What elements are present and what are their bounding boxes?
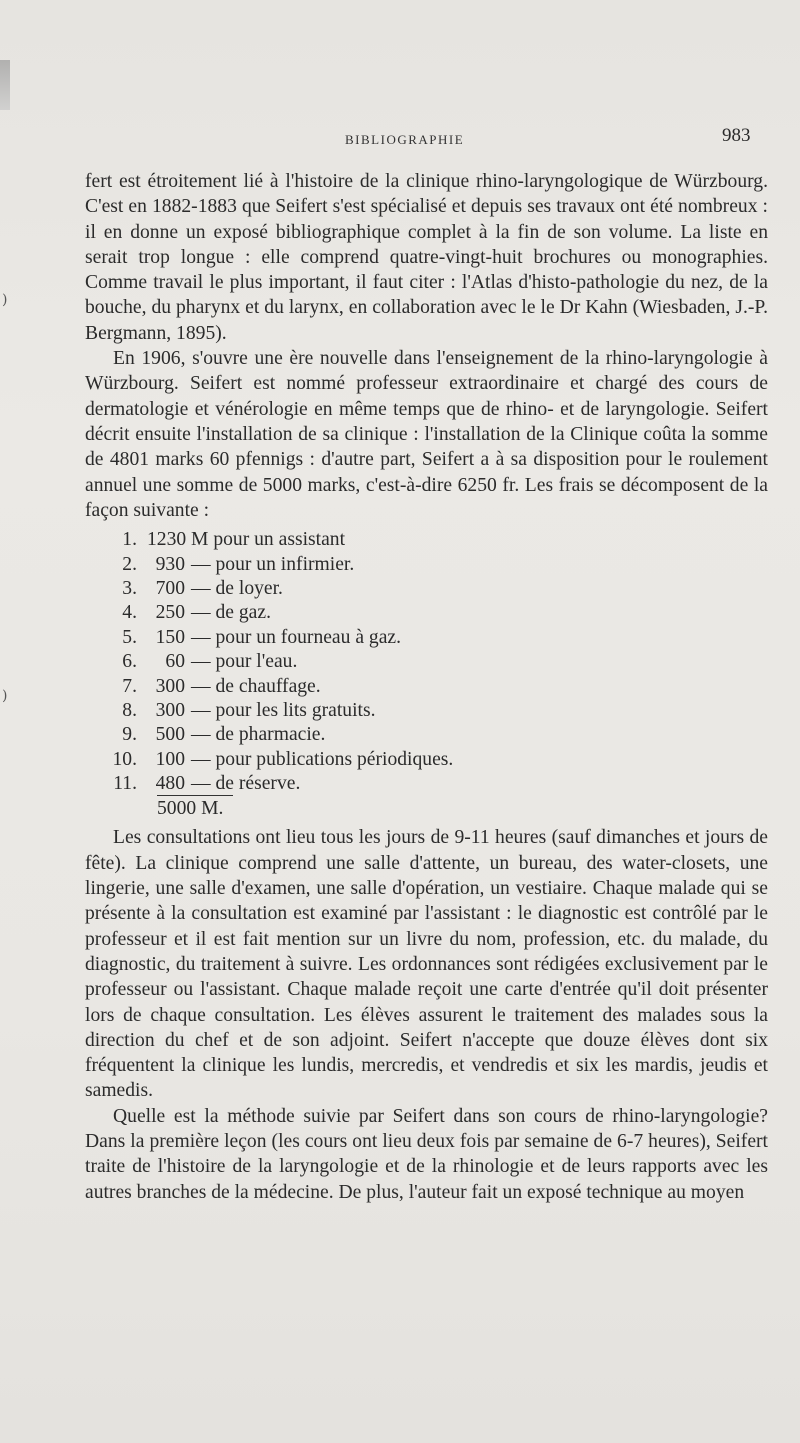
item-number: 8. xyxy=(122,699,137,721)
list-item xyxy=(85,527,768,551)
item-number: 6. xyxy=(122,651,137,673)
page-number: 983 xyxy=(722,125,751,146)
list-item xyxy=(85,625,768,649)
item-number: 11. xyxy=(113,773,137,795)
item-amount: 930 xyxy=(155,553,185,575)
item-number: 2. xyxy=(122,553,137,575)
expense-list xyxy=(85,527,768,823)
margin-mark: ) xyxy=(2,292,8,308)
item-amount: 300 xyxy=(155,699,185,721)
list-item xyxy=(85,576,768,600)
item-number: 4. xyxy=(122,602,137,624)
item-number: 10. xyxy=(112,748,137,770)
list-item xyxy=(85,649,768,673)
item-description: — de gaz. xyxy=(191,602,271,624)
item-amount: 480 xyxy=(155,773,185,795)
item-amount: 150 xyxy=(155,626,185,648)
item-description: M pour un assistant xyxy=(191,529,346,551)
list-item xyxy=(85,722,768,746)
item-description: — de loyer. xyxy=(191,577,283,599)
item-description: — de chauffage. xyxy=(191,675,321,697)
list-item xyxy=(85,698,768,722)
item-description: — pour un fourneau à gaz. xyxy=(191,626,402,648)
paragraph: Quelle est la méthode suivie par Seifert dans son cours de rhino-laryngologie? Dans la première leçon (les cours ont lieu deux fois par semaine de 6-7 heures), Seifert traite de l'histoire de la laryngologie et de la rhinologie et de leurs rapports avec les autres branches de la médecine. De plus, l'auteur fait un exposé technique au moyen xyxy=(85,1105,768,1203)
item-amount: 300 xyxy=(155,675,185,697)
item-number: 5. xyxy=(122,626,137,648)
item-number: 1. xyxy=(122,529,137,551)
item-number: 7. xyxy=(122,675,137,697)
body-text xyxy=(85,169,768,1205)
item-description: — pour un infirmier. xyxy=(191,553,355,575)
list-item xyxy=(85,674,768,698)
item-amount: 250 xyxy=(155,602,185,624)
item-amount: 100 xyxy=(155,748,185,770)
item-amount: 500 xyxy=(155,724,185,746)
item-description: — de réserve. xyxy=(191,773,301,795)
list-item xyxy=(85,600,768,624)
item-description: — pour l'eau. xyxy=(191,651,298,673)
margin-mark: ) xyxy=(2,688,8,704)
item-number: 3. xyxy=(122,577,137,599)
paragraph: En 1906, s'ouvre une ère nouvelle dans l'enseignement de la rhino-laryngologie à Würzbourg. Seifert est nommé professeur extraordinaire et chargé des cours de dermatologie et vénérologie en même temps que de rhino- et de laryngologie. Seifert décrit ensuite l'installation de sa clinique : l'installation de la Clinique coûta la somme de 4801 marks 60 pfennigs : d'autre part, Seifert a à sa disposition pour le roulement annuel une somme de 5000 marks, c'est-à-dire 6250 fr. Les frais se décomposent de la façon suivante : xyxy=(85,348,768,521)
total-row xyxy=(85,795,768,823)
total-amount: 5000 M. xyxy=(157,795,233,822)
item-amount: 700 xyxy=(155,577,185,599)
page-header xyxy=(0,125,800,155)
item-amount: 1230 xyxy=(147,529,187,551)
item-number: 9. xyxy=(122,724,137,746)
item-description: — de pharmacie. xyxy=(191,724,326,746)
item-amount: 60 xyxy=(165,651,185,673)
paragraph: fert est étroitement lié à l'histoire de la clinique rhino-laryngologique de Würzbourg. C'est en 1882-1883 que Seifert s'est spécialisé et depuis ses travaux ont été nombreux : il en donne un exposé bibliographique complet à la fin de son volume. La liste en serait trop longue : elle comprend quatre-vingt-huit brochures ou monographies. Comme travail le plus important, il faut citer : l'Atlas d'histo-pathologie du nez, de la bouche, du pharynx et du larynx, en collaboration avec le le Dr Kahn (Wiesbaden, J.-P. Bergmann, 1895). xyxy=(85,171,768,344)
item-description: — pour les lits gratuits. xyxy=(191,699,376,721)
binding-edge-mark xyxy=(0,60,10,110)
list-item xyxy=(85,747,768,771)
paragraph: Les consultations ont lieu tous les jours de 9-11 heures (sauf dimanches et jours de fête). La clinique comprend une salle d'attente, un bureau, des water-closets, une lingerie, une salle d'examen, une salle d'opération, un vestiaire. Chaque malade qui se présente à la consultation est examiné par l'assistant : le diagnostic est contrôlé par le professeur et il est fait mention sur un livre du nom, profession, etc. du malade, du diagnostic, du traitement à suivre. Les ordonnances sont rédigées exclusivement par le professeur ou l'assistant. Chaque malade reçoit une carte d'entrée qu'il doit présenter lors de chaque consultation. Les élèves assurent le traitement des malades sous la direction du chef et de son adjoint. Seifert n'accepte que douze élèves dont six fréquentent la clinique les lundis, mercredis, et vendredis et six les mardis, jeudis et samedis. xyxy=(85,827,768,1102)
list-item xyxy=(85,771,768,795)
running-title: BIBLIOGRAPHIE xyxy=(345,132,465,147)
list-item xyxy=(85,552,768,576)
item-description: — pour publications périodiques. xyxy=(191,748,454,770)
